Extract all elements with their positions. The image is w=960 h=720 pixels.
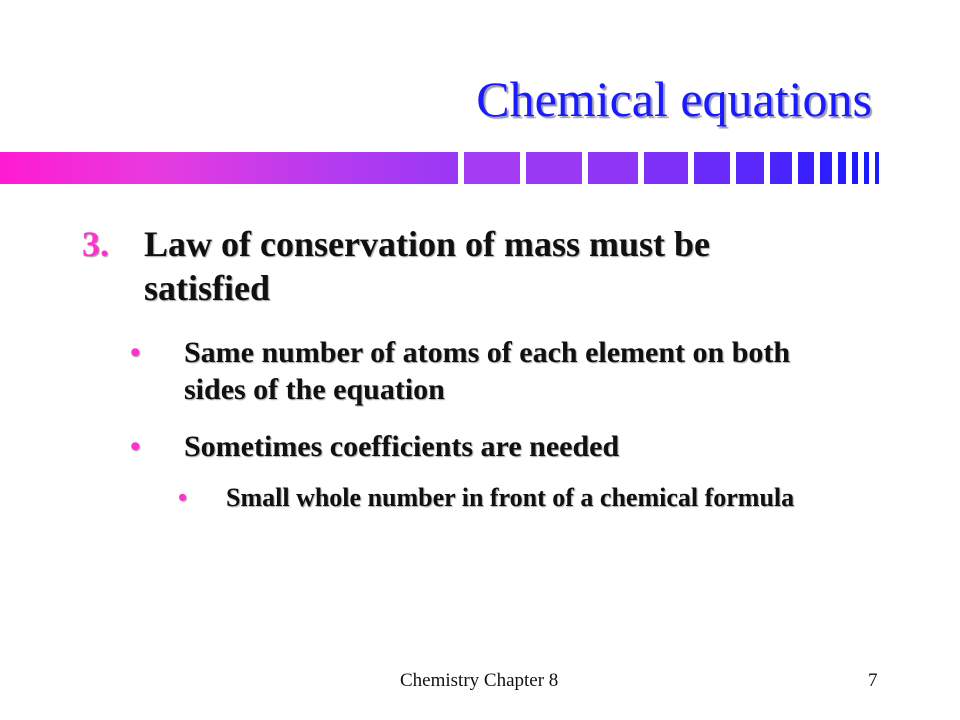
bar-block — [875, 152, 879, 184]
bullet-dot: • — [178, 483, 188, 512]
sub-bullet-item — [178, 482, 818, 514]
numbered-item — [82, 222, 842, 310]
sub-bullet-text: Small whole number in front of a chemical formula — [226, 483, 795, 512]
footer-text: Chemistry Chapter 8 — [400, 670, 559, 691]
page-number: 7 — [868, 670, 878, 691]
bar-block — [736, 152, 764, 184]
bar-block — [798, 152, 814, 184]
slide-title: Chemical equations — [476, 71, 872, 127]
bullet-text: Sometimes coefficients are needed — [184, 430, 620, 463]
item-number: 3. — [82, 224, 109, 264]
bar-block — [464, 152, 520, 184]
title-gradient-bar — [0, 152, 458, 184]
bar-block — [526, 152, 582, 184]
bar-block — [588, 152, 638, 184]
bar-block — [770, 152, 792, 184]
bullet-text: Same number of atoms of each element on both sides of the equation — [184, 336, 791, 406]
bar-block — [852, 152, 858, 184]
item-text: Law of conservation of mass must be satisfied — [144, 224, 710, 308]
bar-block — [644, 152, 688, 184]
bar-block — [838, 152, 846, 184]
bullet-item — [130, 334, 830, 408]
bar-block — [864, 152, 869, 184]
bullet-item — [130, 428, 830, 465]
bar-block — [820, 152, 832, 184]
bullet-dot: • — [130, 430, 141, 463]
bullet-dot: • — [130, 336, 141, 369]
bar-block — [694, 152, 730, 184]
